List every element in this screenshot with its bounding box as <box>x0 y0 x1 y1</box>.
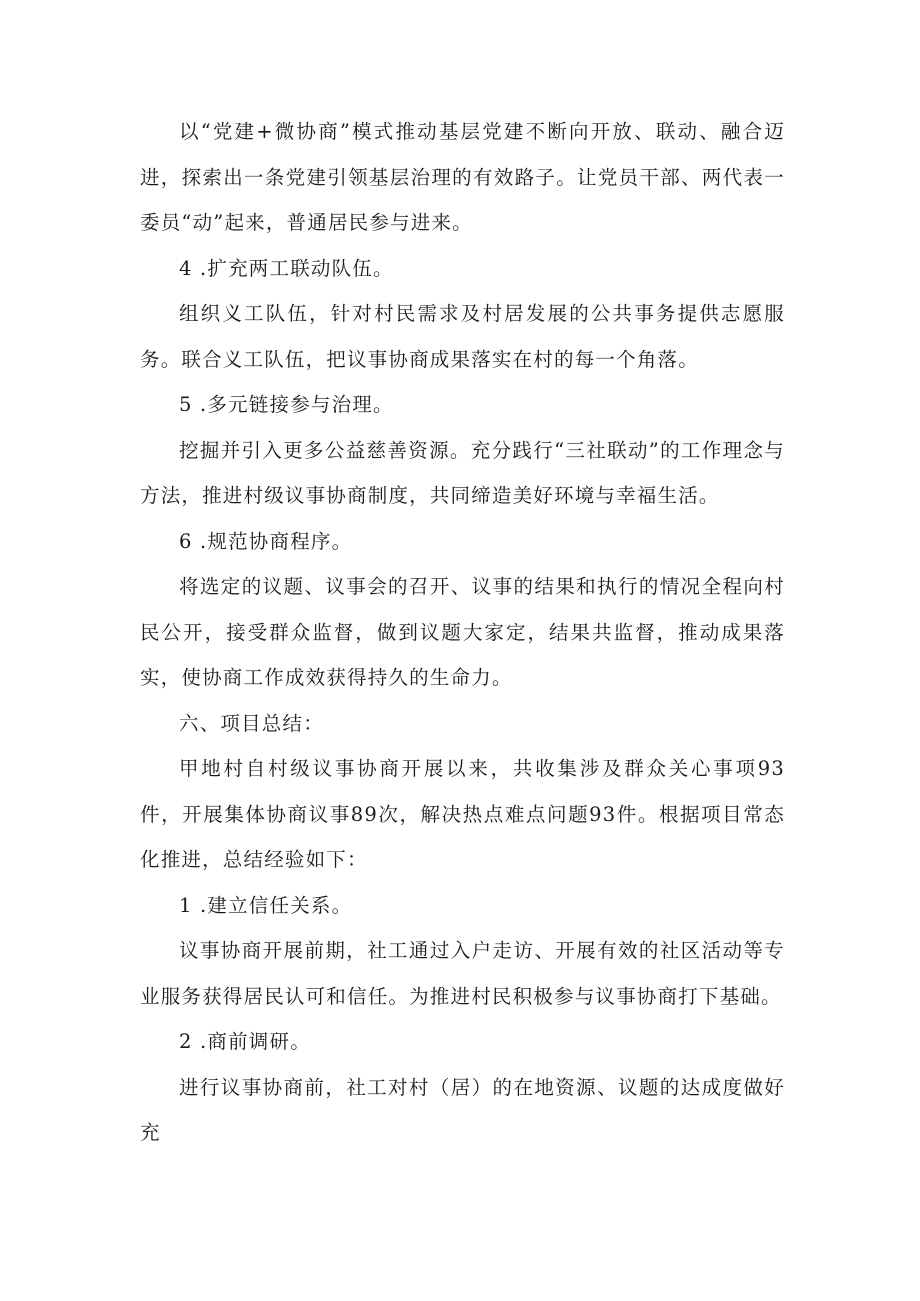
document-body <box>140 109 785 1156</box>
heading-multi-link-governance: 5 .多元链接参与治理。 <box>179 393 394 416</box>
paragraph-summary-stats: 甲地村自村级议事协商开展以来，共收集涉及群众关心事项93件，开展集体协商议事89次，解决热点难点问题93件。根据项目常态化推进，总结经验如下： <box>140 757 785 871</box>
paragraph-pre-research: 进行议事协商前，社工对村（居）的在地资源、议题的达成度做好充 <box>140 1075 785 1144</box>
heading-project-summary: 六、项目总结： <box>179 711 324 735</box>
paragraph-charity-resources: 挖掘并引入更多公益慈善资源。充分践行“三社联动”的工作理念与方法，推进村级议事协商制度，共同缔造美好环境与幸福生活。 <box>140 438 785 507</box>
paragraph-volunteer-team: 组织义工队伍，针对村民需求及村居发展的公共事务提供志愿服务。联合义工队伍，把议事协商成果落实在村的每一个角落。 <box>140 302 785 371</box>
heading-build-trust: 1 .建立信任关系。 <box>179 893 353 917</box>
heading-pre-research: 2 .商前调研。 <box>179 1030 311 1053</box>
paragraph-public-disclosure: 将选定的议题、议事会的召开、议事的结果和执行的情况全程向村民公开，接受群众监督，做到议题大家定，结果共监督，推动成果落实，使协商工作成效获得持久的生命力。 <box>140 575 785 689</box>
paragraph-build-trust: 议事协商开展前期，社工通过入户走访、开展有效的社区活动等专业服务获得居民认可和信任。为推进村民积极参与议事协商打下基础。 <box>140 939 785 1008</box>
paragraph-party-building: 以“党建+微协商”模式推动基层党建不断向开放、联动、融合迈进，探索出一条党建引领基层治理的有效路子。让党员干部、两代表一委员“动”起来，普通居民参与进来。 <box>140 120 785 234</box>
heading-standardize-procedure: 6 .规范协商程序。 <box>179 529 353 553</box>
heading-expand-volunteer-team: 4 .扩充两工联动队伍。 <box>179 256 394 280</box>
